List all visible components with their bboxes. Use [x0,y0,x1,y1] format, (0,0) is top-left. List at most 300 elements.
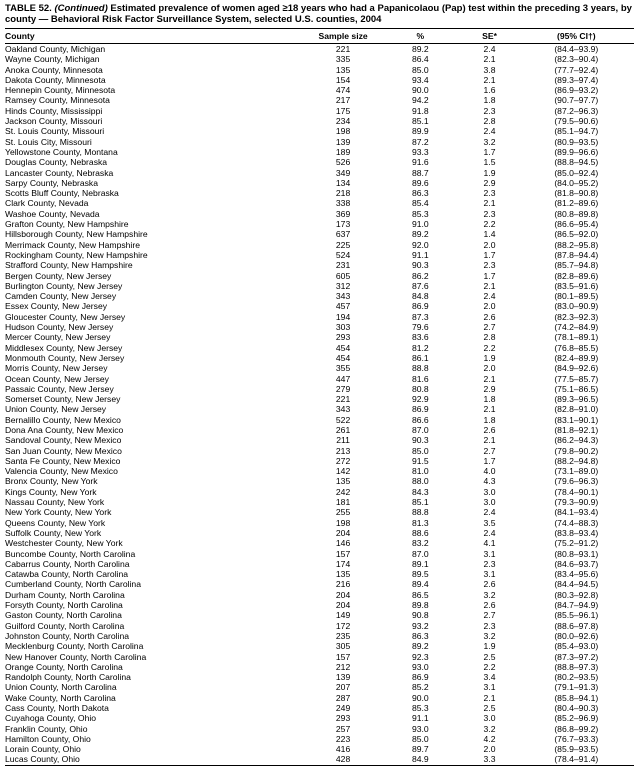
sample-size-cell: 157 [335,548,351,559]
se-cell: 2.5 [483,651,496,662]
se-cell: 2.1 [483,404,496,415]
sample-size-cell: 223 [335,733,351,744]
percent-cell: 87.0 [411,424,429,435]
county-cell: Wake County, North Carolina [5,692,116,703]
table-row [5,404,634,414]
county-cell: Monmouth County, New Jersey [5,352,125,363]
ci-cell: (87.2–96.3) [554,105,599,116]
percent-cell: 86.5 [411,589,429,600]
table-row [5,466,634,476]
table-row [5,497,634,507]
table-row [5,703,634,713]
county-cell: Valencia County, New Mexico [5,466,118,477]
se-cell: 2.1 [483,54,496,65]
se-cell: 2.1 [483,74,496,85]
sample-size-cell: 231 [335,260,351,271]
se-cell: 2.3 [483,558,496,569]
sample-size-cell: 261 [335,424,351,435]
sample-size-cell: 135 [335,64,351,75]
sample-size-cell: 526 [335,157,351,168]
county-cell: Guilford County, North Carolina [5,620,125,631]
county-cell: Gloucester County, New Jersey [5,311,126,322]
table-row [5,713,634,723]
ci-cell: (76.7–93.3) [554,733,599,744]
se-cell: 1.9 [483,352,496,363]
table-row [5,188,634,198]
ci-cell: (85.8–94.1) [554,692,599,703]
ci-cell: (81.8–92.1) [554,424,599,435]
ci-cell: (86.8–99.2) [554,723,599,734]
se-cell: 4.2 [483,733,496,744]
ci-cell: (89.9–96.6) [554,146,599,157]
county-cell: New York County, New York [5,507,112,518]
percent-cell: 81.0 [411,466,429,477]
se-cell: 1.7 [483,270,496,281]
percent-cell: 85.1 [411,116,429,127]
county-cell: San Juan County, New Mexico [5,445,122,456]
table-row [5,147,634,157]
ci-cell: (84.9–92.6) [554,363,599,374]
sample-size-cell: 204 [335,527,351,538]
se-cell: 2.3 [483,188,496,199]
percent-cell: 89.9 [411,126,429,137]
se-cell: 2.9 [483,177,496,188]
percent-cell: 86.3 [411,630,429,641]
percent-cell: 88.8 [411,363,429,374]
col-header-percent: % [380,29,460,44]
ci-cell: (73.1–89.0) [554,466,599,477]
percent-cell: 90.0 [411,85,429,96]
table-title [5,3,634,25]
county-cell: Mercer County, New Jersey [5,332,111,343]
county-cell: Rockingham County, New Hampshire [5,249,148,260]
county-cell: Dakota County, Minnesota [5,74,106,85]
county-cell: Randolph County, North Carolina [5,672,131,683]
table-row [5,549,634,559]
ci-cell: (77.7–92.4) [554,64,599,75]
county-cell: Bernalillo County, New Mexico [5,414,121,425]
ci-cell: (86.2–94.3) [554,435,599,446]
table-row [5,724,634,734]
sample-size-cell: 139 [335,136,351,147]
table-row [5,332,634,342]
ci-cell: (79.5–90.6) [554,116,599,127]
sample-size-cell: 524 [335,249,351,260]
percent-cell: 89.6 [411,177,429,188]
ci-cell: (84.7–94.9) [554,600,599,611]
percent-cell: 93.4 [411,74,429,85]
table-row [5,271,634,281]
table-row [5,476,634,486]
ci-cell: (81.2–89.6) [554,198,599,209]
county-cell: Hillsborough County, New Hampshire [5,229,148,240]
se-cell: 2.0 [483,744,496,755]
county-cell: Hudson County, New Jersey [5,322,114,333]
se-cell: 1.6 [483,85,496,96]
ci-cell: (84.4–94.5) [554,579,599,590]
sample-size-cell: 312 [335,280,351,291]
county-cell: Lancaster County, Nebraska [5,167,114,178]
ci-cell: (80.8–93.1) [554,548,599,559]
sample-size-cell: 198 [335,126,351,137]
se-cell: 2.3 [483,208,496,219]
percent-cell: 86.6 [411,414,429,425]
county-cell: Oakland County, Michigan [5,44,106,54]
table-row [5,590,634,600]
percent-cell: 87.0 [411,548,429,559]
percent-cell: 83.2 [411,538,429,549]
sample-size-cell: 257 [335,723,351,734]
county-cell: Douglas County, Nebraska [5,157,108,168]
percent-cell: 80.8 [411,383,429,394]
percent-cell: 86.9 [411,301,429,312]
ci-cell: (88.2–95.8) [554,239,599,250]
sample-size-cell: 255 [335,507,351,518]
se-cell: 3.4 [483,672,496,683]
ci-cell: (79.6–96.3) [554,476,599,487]
percent-cell: 89.2 [411,229,429,240]
table-row [5,693,634,703]
percent-cell: 93.2 [411,620,429,631]
sample-size-cell: 154 [335,74,351,85]
percent-cell: 85.3 [411,208,429,219]
se-cell: 2.2 [483,219,496,230]
sample-size-cell: 305 [335,641,351,652]
county-cell: Gaston County, North Carolina [5,610,122,621]
se-cell: 3.1 [483,548,496,559]
sample-size-cell: 211 [336,435,350,446]
sample-size-cell: 454 [335,342,351,353]
sample-size-cell: 135 [335,476,351,487]
sample-size-cell: 204 [335,600,351,611]
county-cell: Yellowstone County, Montana [5,146,118,157]
percent-cell: 79.6 [411,322,429,333]
ci-cell: (88.8–94.5) [554,157,599,168]
se-cell: 2.9 [483,383,496,394]
ci-cell: (89.3–97.4) [554,74,599,85]
ci-cell: (85.7–94.8) [554,260,599,271]
se-cell: 3.0 [483,713,496,724]
col-header-county: County [5,29,306,44]
sample-size-cell: 355 [335,363,351,374]
ci-cell: (79.8–90.2) [554,445,599,456]
table-row [5,744,634,754]
ci-cell: (79.3–90.9) [554,497,599,508]
table-row [5,198,634,208]
ci-cell: (89.3–96.5) [554,394,599,405]
percent-cell: 86.4 [411,54,429,65]
sample-size-cell: 198 [335,517,351,528]
county-cell: Ocean County, New Jersey [5,373,109,384]
percent-cell: 86.3 [411,188,429,199]
table-row [5,631,634,641]
ci-cell: (84.4–93.9) [554,44,599,54]
county-cell: Kings County, New York [5,486,97,497]
se-cell: 2.1 [483,280,496,291]
ci-cell: (83.5–91.6) [554,280,599,291]
percent-cell: 88.7 [411,167,429,178]
table-row [5,116,634,126]
percent-cell: 81.3 [411,517,429,528]
county-cell: Passaic County, New Jersey [5,383,114,394]
ci-cell: (76.8–85.5) [554,342,599,353]
county-cell: Cumberland County, North Carolina [5,579,141,590]
table-row [5,157,634,167]
percent-cell: 88.0 [411,476,429,487]
table-row [5,518,634,528]
percent-cell: 89.4 [411,579,429,590]
county-cell: Suffolk County, New York [5,527,102,538]
se-cell: 1.9 [483,167,496,178]
se-cell: 2.4 [483,126,496,137]
ci-cell: (83.4–95.6) [554,569,599,580]
sample-size-cell: 349 [335,167,351,178]
sample-size-cell: 217 [335,95,351,106]
se-cell: 2.6 [483,311,496,322]
header-row [5,29,634,44]
percent-cell: 85.3 [411,703,429,713]
sample-size-cell: 293 [335,713,351,724]
ci-cell: (85.1–94.7) [554,126,599,137]
sample-size-cell: 447 [335,373,351,384]
table-row [5,538,634,548]
county-cell: Forsyth County, North Carolina [5,600,123,611]
sample-size-cell: 139 [335,672,351,683]
ci-cell: (80.2–93.5) [554,672,599,683]
ci-cell: (77.5–85.7) [554,373,599,384]
se-cell: 2.8 [483,116,496,127]
county-cell: Middlesex County, New Jersey [5,342,123,353]
percent-cell: 86.1 [411,352,429,363]
county-cell: Bergen County, New Jersey [5,270,112,281]
sample-size-cell: 369 [335,208,351,219]
se-cell: 1.7 [483,249,496,260]
se-cell: 1.7 [483,146,496,157]
se-cell: 1.5 [483,157,496,168]
table-row [5,54,634,64]
se-cell: 2.6 [483,579,496,590]
table-row [5,178,634,188]
county-cell: Anoka County, Minnesota [5,64,103,75]
sample-size-cell: 234 [335,116,351,127]
ci-cell: (83.8–93.4) [554,527,599,538]
sample-size-cell: 157 [335,651,351,662]
ci-cell: (86.5–92.0) [554,229,599,240]
sample-size-cell: 135 [335,569,351,580]
county-cell: Johnston County, North Carolina [5,630,130,641]
table-row [5,291,634,301]
ci-cell: (87.3–97.2) [554,651,599,662]
county-cell: Cabarrus County, North Carolina [5,558,130,569]
table-row [5,219,634,229]
county-cell: Wayne County, Michigan [5,54,100,65]
percent-cell: 89.5 [411,569,429,580]
percent-cell: 85.2 [411,682,429,693]
percent-cell: 85.0 [411,733,429,744]
ci-cell: (88.2–94.8) [554,455,599,466]
se-cell: 2.2 [483,342,496,353]
sample-size-cell: 303 [335,322,351,333]
county-cell: Burlington County, New Jersey [5,280,123,291]
county-cell: Lorain County, Ohio [5,744,81,755]
ci-cell: (80.9–93.5) [554,136,599,147]
county-cell: Nassau County, New York [5,497,105,508]
se-cell: 1.4 [483,229,496,240]
table-row [5,528,634,538]
percent-cell: 86.2 [411,270,429,281]
table-row [5,507,634,517]
sample-size-cell: 213 [335,445,351,456]
table-row [5,240,634,250]
percent-cell: 85.4 [411,198,429,209]
table-row [5,754,634,765]
percent-cell: 86.9 [411,672,429,683]
percent-cell: 85.1 [411,497,429,508]
county-cell: Morris County, New Jersey [5,363,108,374]
county-cell: Santa Fe County, New Mexico [5,455,121,466]
table-row [5,168,634,178]
sample-size-cell: 235 [335,630,351,641]
se-cell: 3.0 [483,486,496,497]
percent-cell: 89.2 [411,44,429,54]
percent-cell: 83.6 [411,332,429,343]
percent-cell: 84.9 [411,754,429,765]
percent-cell: 91.1 [411,249,429,260]
county-cell: Catawba County, North Carolina [5,569,129,580]
sample-size-cell: 221 [335,44,351,54]
table-row [5,435,634,445]
ci-cell: (82.8–91.0) [554,404,599,415]
percent-cell: 84.8 [411,291,429,302]
ci-cell: (82.4–89.9) [554,352,599,363]
sample-size-cell: 149 [335,610,351,621]
table-row [5,281,634,291]
sample-size-cell: 272 [335,455,351,466]
sample-size-cell: 293 [335,332,351,343]
table-row [5,322,634,332]
ci-cell: (84.1–93.4) [554,507,599,518]
ci-cell: (87.8–94.4) [554,249,599,260]
se-cell: 2.4 [483,507,496,518]
se-cell: 4.3 [483,476,496,487]
col-header-ci: (95% CI†) [519,29,634,44]
sample-size-cell: 146 [335,538,351,549]
table-row [5,65,634,75]
percent-cell: 89.8 [411,600,429,611]
table-row [5,363,634,373]
ci-cell: (85.9–93.5) [554,744,599,755]
ci-cell: (85.2–96.9) [554,713,599,724]
se-cell: 2.8 [483,332,496,343]
percent-cell: 91.0 [411,219,429,230]
percent-cell: 92.9 [411,394,429,405]
se-cell: 1.9 [483,641,496,652]
sample-size-cell: 221 [335,394,351,405]
sample-size-cell: 174 [335,558,351,569]
ci-cell: (75.1–86.5) [554,383,599,394]
sample-size-cell: 204 [335,589,351,600]
ci-cell: (84.6–93.7) [554,558,599,569]
percent-cell: 86.9 [411,404,429,415]
percent-cell: 93.3 [411,146,429,157]
county-cell: Lucas County, Ohio [5,754,80,765]
ci-cell: (79.1–91.3) [554,682,599,693]
percent-cell: 94.2 [411,95,429,106]
county-cell: Union County, North Carolina [5,682,117,693]
sample-size-cell: 181 [335,497,351,508]
percent-cell: 87.6 [411,280,429,291]
se-cell: 2.6 [483,600,496,611]
ci-cell: (84.0–95.2) [554,177,599,188]
ci-cell: (83.0–90.9) [554,301,599,312]
pap-test-prevalence-table [5,28,634,766]
sample-size-cell: 428 [335,754,351,765]
county-cell: St. Louis City, Missouri [5,136,92,147]
county-cell: St. Louis County, Missouri [5,126,105,137]
table-row [5,425,634,435]
table-row [5,641,634,651]
table-row [5,301,634,311]
table-row [5,446,634,456]
table-row [5,682,634,692]
county-cell: Hennepin County, Minnesota [5,85,116,96]
table-row [5,95,634,105]
table-row [5,209,634,219]
sample-size-cell: 457 [335,301,351,312]
percent-cell: 81.6 [411,373,429,384]
table-row [5,734,634,744]
ci-cell: (82.8–89.6) [554,270,599,281]
sample-size-cell: 194 [335,311,351,322]
table-row [5,569,634,579]
county-cell: Durham County, North Carolina [5,589,125,600]
se-cell: 1.8 [483,394,496,405]
sample-size-cell: 338 [335,198,351,209]
ci-cell: (74.4–88.3) [554,517,599,528]
county-cell: Scotts Bluff County, Nebraska [5,188,119,199]
se-cell: 2.7 [483,610,496,621]
ci-cell: (80.1–89.5) [554,291,599,302]
se-cell: 3.8 [483,64,496,75]
se-cell: 3.5 [483,517,496,528]
table-row [5,374,634,384]
sample-size-cell: 225 [335,239,351,250]
percent-cell: 91.5 [411,455,429,466]
county-cell: Orange County, North Carolina [5,661,123,672]
se-cell: 3.1 [483,682,496,693]
sample-size-cell: 335 [335,54,351,65]
se-cell: 2.0 [483,301,496,312]
sample-size-cell: 249 [335,703,351,713]
sample-size-cell: 218 [335,188,351,199]
table-title-continued: (Continued) [54,3,108,14]
table-title-text: Estimated prevalence of women aged ≥18 years who had a Papanicolaou (Pap) test within the preceding 3 years, by county — Behavioral Risk Factor Surveillance System, selected U.S. counties, 2004 [5,3,632,25]
county-cell: Essex County, New Jersey [5,301,108,312]
county-cell: Ramsey County, Minnesota [5,95,110,106]
county-cell: Jackson County, Missouri [5,116,103,127]
ci-cell: (74.2–84.9) [554,322,599,333]
se-cell: 3.3 [483,754,496,765]
se-cell: 1.8 [483,414,496,425]
percent-cell: 87.3 [411,311,429,322]
county-cell: Clark County, Nevada [5,198,89,209]
table-row [5,621,634,631]
se-cell: 4.1 [483,538,496,549]
table-row [5,610,634,620]
percent-cell: 88.6 [411,527,429,538]
county-cell: Sarpy County, Nebraska [5,177,98,188]
se-cell: 4.0 [483,466,496,477]
